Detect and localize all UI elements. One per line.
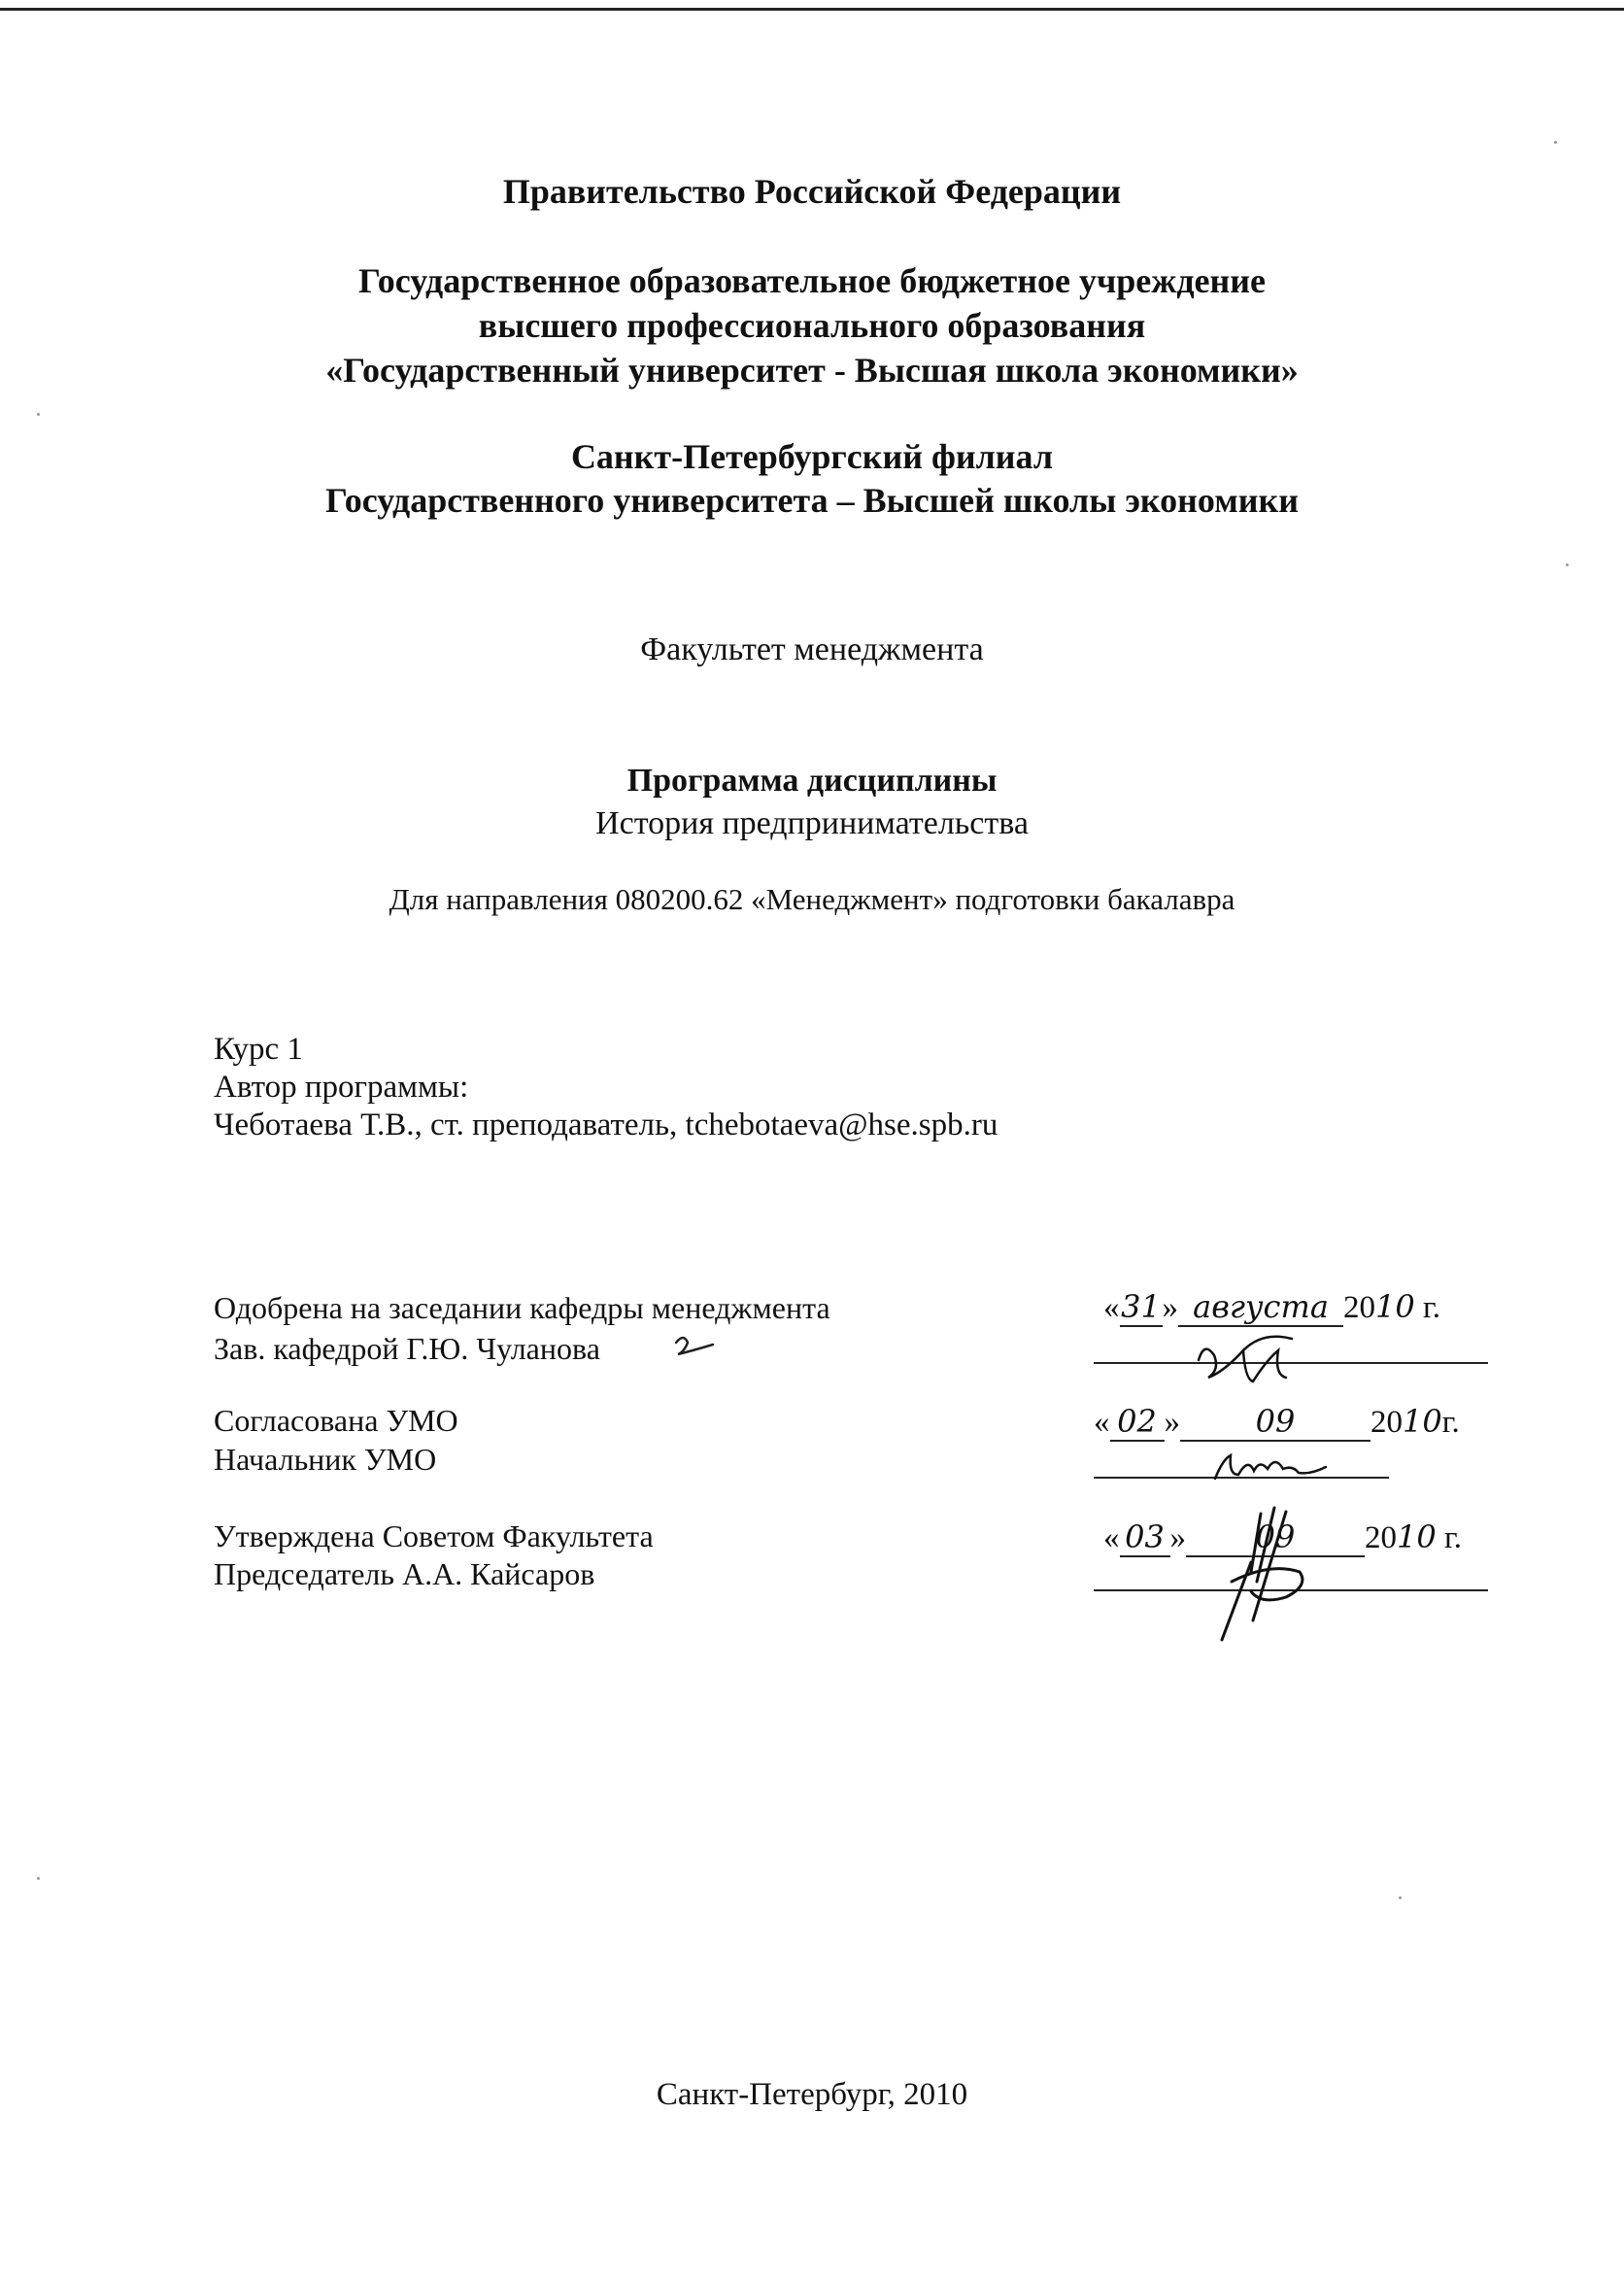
- author-details: Чеботаева Т.В., ст. преподаватель, tchebotaeva@hse.spb.ru: [214, 1108, 998, 1142]
- scan-speck: [37, 413, 40, 416]
- approval-umo: Согласована УМО: [214, 1403, 458, 1438]
- footer-city-year: Санкт-Петербург, 2010: [656, 2077, 968, 2112]
- institution-line-1: Государственное образовательное бюджетное учреждение: [358, 261, 1266, 300]
- direction-line: Для направления 080200.62 «Менеджмент» подготовки бакалавра: [389, 882, 1235, 916]
- signature-2: [1209, 1446, 1345, 1488]
- faculty-name: Факультет менеджмента: [640, 631, 984, 667]
- scan-speck: [1399, 1896, 1402, 1899]
- branch-line-1: Санкт-Петербургский филиал: [570, 437, 1054, 476]
- head-initial-mark: [670, 1333, 719, 1362]
- signature-1: [1185, 1321, 1321, 1399]
- date-year-handwritten: 10: [1397, 1518, 1437, 1555]
- date-year-handwritten: 10: [1375, 1288, 1415, 1325]
- institution-line-3: «Государственный университет - Высшая школа экономики»: [325, 351, 1299, 390]
- date-month-handwritten: августа: [1178, 1288, 1343, 1327]
- scan-speck: [37, 1877, 40, 1880]
- approval-date-2: « 02 » 09 2010г.: [1094, 1403, 1460, 1440]
- government-heading: Правительство Российской Федерации: [502, 172, 1122, 211]
- approval-faculty-council: Утверждена Советом Факультета: [214, 1518, 654, 1553]
- scan-speck: [1554, 141, 1557, 144]
- approval-date-1: «31» августа 2010 г.: [1103, 1288, 1441, 1325]
- approval-council-chair: Председатель А.А. Кайсаров: [214, 1556, 595, 1591]
- date-month-handwritten: 09: [1186, 1518, 1365, 1557]
- date-day-handwritten: 31: [1121, 1288, 1161, 1325]
- institution-line-2: высшего профессионального образования: [478, 306, 1146, 345]
- date-month-handwritten: 09: [1180, 1403, 1370, 1442]
- scan-speck: [1566, 563, 1569, 566]
- author-label: Автор программы:: [214, 1070, 469, 1105]
- approval-date-3: « 03 » 09 2010 г.: [1103, 1518, 1463, 1555]
- scan-top-border: [0, 8, 1624, 11]
- course-label: Курс 1: [214, 1032, 303, 1067]
- date-day-handwritten: 02: [1110, 1403, 1165, 1442]
- signature-3: [1193, 1504, 1348, 1650]
- approval-dept-line: Одобрена на заседании кафедры менеджмента: [214, 1290, 830, 1325]
- date-day-handwritten: 03: [1120, 1518, 1170, 1557]
- date-year-handwritten: 10: [1403, 1403, 1442, 1440]
- program-title: Программа дисциплины: [626, 763, 998, 799]
- branch-line-2: Государственного университета – Высшей школы экономики: [325, 481, 1299, 520]
- approval-umo-head: Начальник УМО: [214, 1442, 437, 1477]
- discipline-name: История предпринимательства: [595, 805, 1029, 841]
- approval-dept-head: Зав. кафедрой Г.Ю. Чуланова: [214, 1331, 600, 1366]
